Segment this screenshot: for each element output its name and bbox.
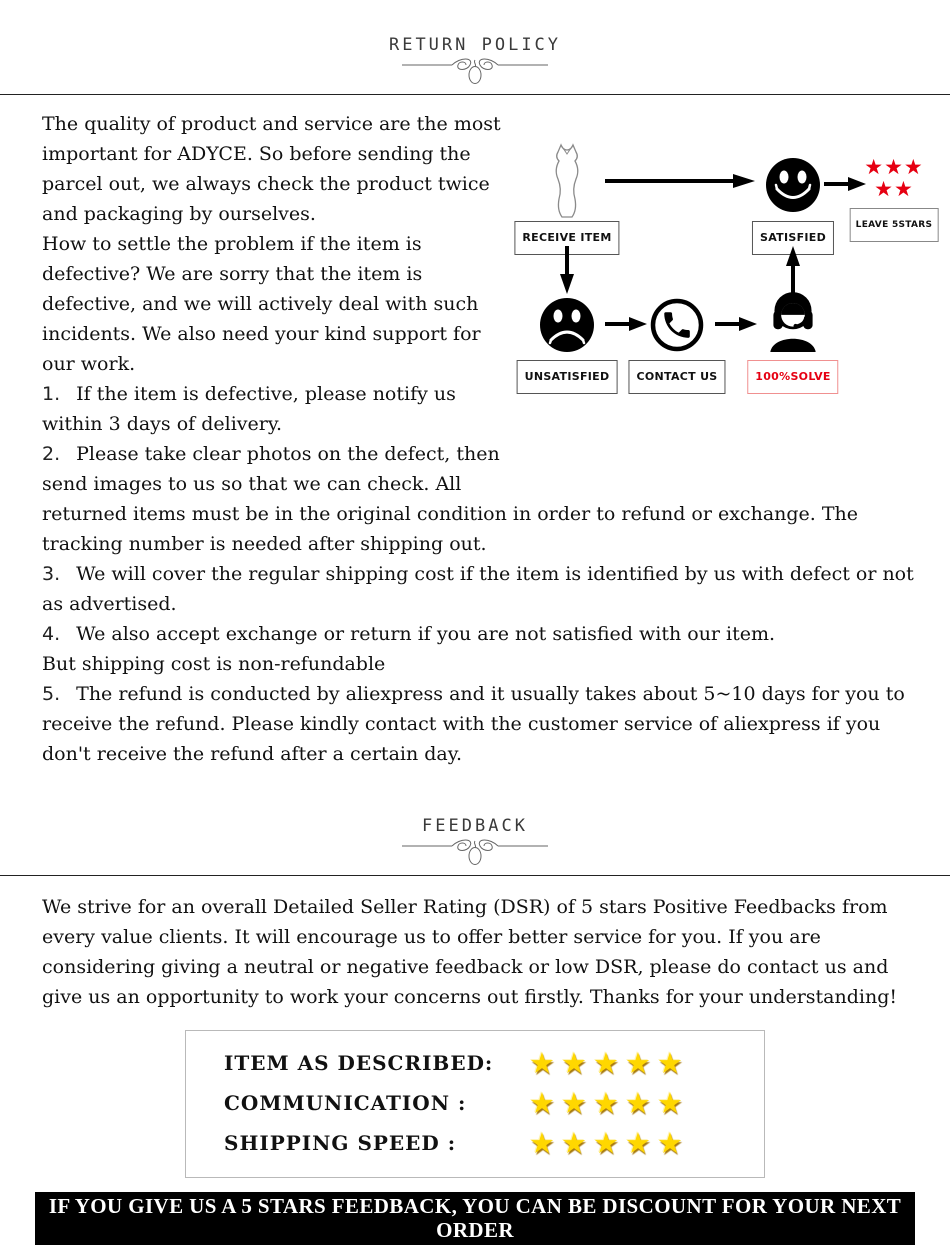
feedback-title: FEEDBACK	[422, 816, 528, 836]
policy-paragraph-1: The quality of product and service are the most important for ADYCE. So before sending the parcel out, we always check the product twice and packaging by ourselves.	[42, 113, 501, 225]
arrow-right-icon	[715, 316, 757, 332]
item-number: 4.	[42, 623, 61, 645]
ratings-table	[185, 1030, 765, 1178]
policy-item-5	[42, 679, 930, 769]
arrow-down-icon	[558, 246, 576, 294]
item-number: 5.	[42, 683, 61, 705]
item-number: 3.	[42, 563, 61, 585]
receive-item-label: RECEIVE ITEM	[514, 221, 619, 255]
red-stars-row-bottom: ★★	[874, 177, 914, 201]
rating-label: COMMUNICATION :	[224, 1091, 467, 1115]
five-gold-stars-icon: ★★★★★	[529, 1086, 689, 1120]
rating-row-shipping-speed	[186, 1123, 764, 1163]
rating-row-item-as-described	[186, 1043, 764, 1083]
satisfied-label: SATISFIED	[752, 221, 834, 255]
rating-label: SHIPPING SPEED :	[224, 1131, 457, 1155]
policy-item-4	[42, 619, 930, 649]
five-red-stars-icon	[854, 156, 934, 200]
discount-banner: IF YOU GIVE US A 5 STARS FEEDBACK, YOU CAN BE DISCOUNT FOR YOUR NEXT ORDER	[35, 1192, 915, 1245]
policy-paragraph-2: How to settle the problem if the item is defective? We are sorry that the item is defective, and we will actively deal with such incidents. We also need your kind support for our work.	[42, 233, 481, 375]
five-gold-stars-icon: ★★★★★	[529, 1126, 689, 1160]
item-text: We also accept exchange or return if you are not satisfied with our item.	[76, 623, 776, 645]
rating-row-communication	[186, 1083, 764, 1123]
return-policy-header	[0, 0, 950, 86]
feedback-header	[0, 769, 950, 867]
five-gold-stars-icon: ★★★★★	[529, 1046, 689, 1080]
red-stars-row-top: ★★★	[864, 155, 924, 179]
item-text: We will cover the regular shipping cost if the item is identified by us with defect or not as advertised.	[42, 563, 914, 615]
arrow-right-icon	[605, 316, 647, 332]
policy-item-3	[42, 559, 930, 619]
item-text: Please take clear photos on the defect, then send images to us so that we can check. All returned items must be in the original condition in order to refund or exchange. The tracking number is needed after shipping out.	[42, 443, 859, 555]
arrow-right-icon	[605, 173, 755, 189]
item-number: 1.	[42, 383, 61, 405]
top-divider	[0, 94, 950, 95]
sad-face-icon	[538, 296, 596, 354]
feedback-paragraph: We strive for an overall Detailed Seller Rating (DSR) of 5 stars Positive Feedbacks from every value clients. It will encourage us to offer better service for you. If you are considering giving a neutral or negative feedback or low DSR, please do contact us and give us an opportunity to work your concerns out firstly. Thanks for your understanding!	[42, 896, 898, 1008]
item-number: 2.	[42, 443, 61, 465]
feedback-divider	[0, 875, 950, 876]
return-policy-body	[42, 109, 933, 769]
return-policy-title: RETURN POLICY	[388, 35, 562, 55]
phone-contact-icon	[650, 298, 704, 352]
leave-5stars-label: LEAVE 5STARS	[850, 208, 939, 242]
solve-label: 100%SOLVE	[747, 360, 838, 394]
item-text: The refund is conducted by aliexpress and it usually takes about 5~10 days for you to receive the refund. Please kindly contact with the customer service of aliexpress if you don't receive the refund after a certain day.	[42, 683, 905, 765]
flourish-icon	[400, 837, 550, 867]
dress-icon	[545, 142, 589, 220]
contact-us-label: CONTACT US	[628, 360, 725, 394]
item-text: If the item is defective, please notify us within 3 days of delivery.	[42, 383, 456, 435]
unsatisfied-label: UNSATISFIED	[517, 360, 618, 394]
policy-item-4-note: But shipping cost is non-refundable	[42, 653, 386, 675]
rating-label: ITEM AS DESCRIBED:	[224, 1051, 494, 1075]
smiley-face-icon	[764, 156, 822, 214]
arrow-up-icon	[784, 246, 802, 294]
customer-service-icon	[760, 288, 826, 354]
return-flowchart	[510, 134, 933, 479]
flourish-icon	[400, 56, 550, 86]
